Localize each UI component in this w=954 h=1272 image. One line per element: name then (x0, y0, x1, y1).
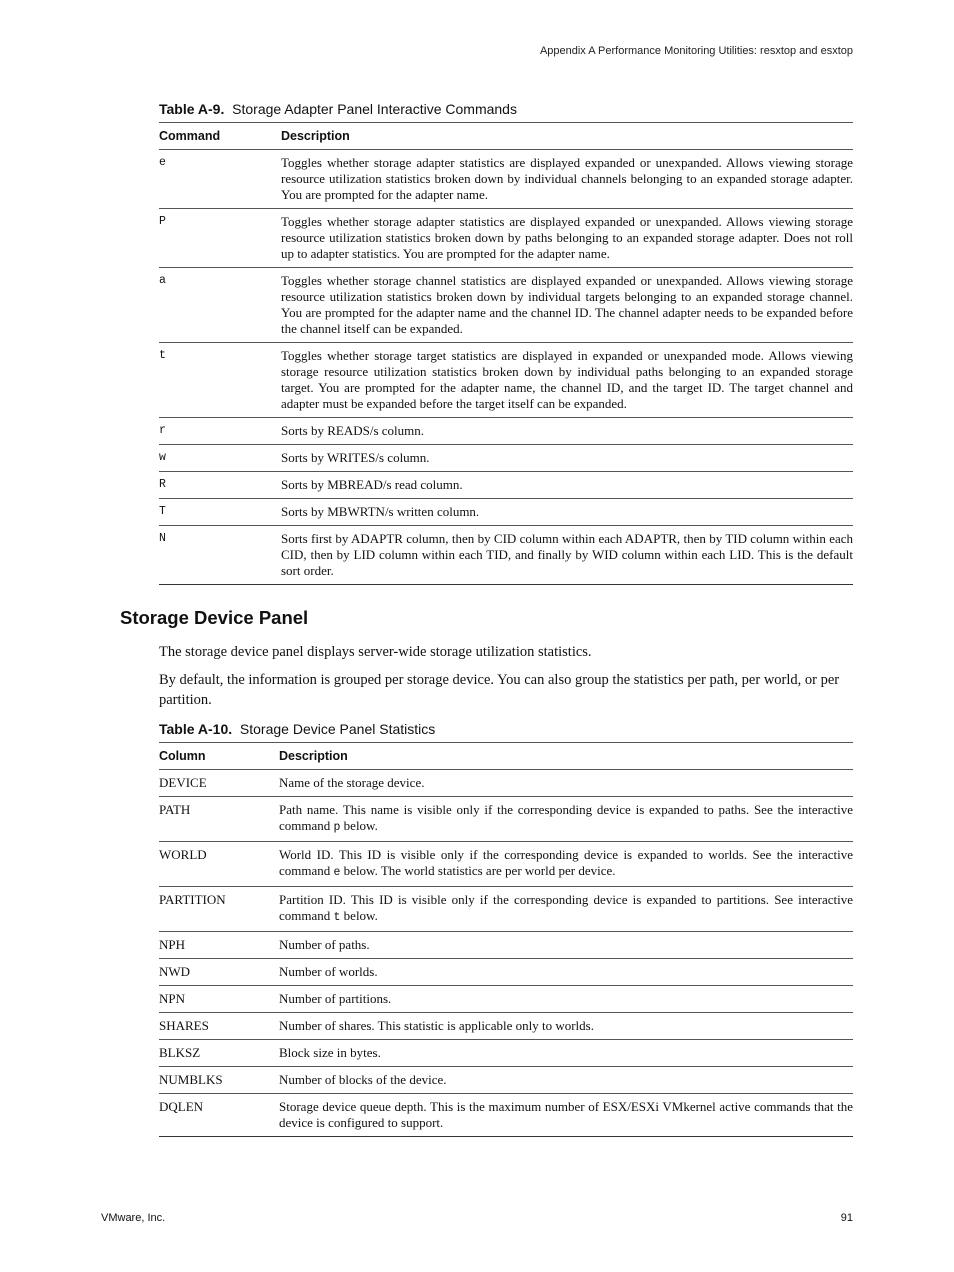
column-name-cell: NWD (159, 959, 279, 986)
table-row (159, 268, 853, 343)
table-a9 (159, 122, 853, 585)
command-cell: P (159, 209, 281, 268)
inline-command-code: p (333, 821, 341, 834)
description-text: Path name. This name is visible only if the corresponding device is expanded to paths. See the interactive command (279, 802, 853, 833)
description-cell: Sorts by READS/s column. (281, 418, 853, 445)
description-cell: Sorts by WRITES/s column. (281, 445, 853, 472)
description-cell: Number of shares. This statistic is applicable only to worlds. (279, 1013, 853, 1040)
description-cell (279, 842, 853, 887)
description-cell: Storage device queue depth. This is the maximum number of ESX/ESXi VMkernel active commands that the device is configured to support. (279, 1094, 853, 1137)
command-cell: r (159, 418, 281, 445)
column-name-cell: NUMBLKS (159, 1067, 279, 1094)
table-row (159, 887, 853, 932)
table-a9-caption (159, 101, 517, 117)
command-cell: a (159, 268, 281, 343)
table-row (159, 1094, 853, 1137)
table-row (159, 526, 853, 585)
column-header-description: Description (281, 123, 853, 150)
description-text: Partition ID. This ID is visible only if the corresponding device is expanded to partitions. See interactive command (279, 892, 853, 923)
table-row (159, 343, 853, 418)
table-row (159, 499, 853, 526)
description-cell (279, 887, 853, 932)
table-a10-body (159, 770, 853, 1137)
section-paragraph-1: The storage device panel displays server-wide storage utilization statistics. (159, 644, 592, 660)
table-a10-caption (159, 721, 435, 737)
command-cell: R (159, 472, 281, 499)
section-title: Storage Device Panel (120, 607, 309, 628)
table-a10 (159, 742, 853, 1137)
description-text: below. (340, 818, 378, 833)
table-row (159, 418, 853, 445)
description-cell: Block size in bytes. (279, 1040, 853, 1067)
table-row (159, 842, 853, 887)
description-cell: Sorts first by ADAPTR column, then by CID column within each ADAPTR, then by TID column within each CID, then by LID column within each TID, and finally by WID column within each LID. This is the default sort order. (281, 526, 853, 585)
column-name-cell: NPN (159, 986, 279, 1013)
table-row (159, 1067, 853, 1094)
description-text: below. (340, 908, 378, 923)
column-name-cell: BLKSZ (159, 1040, 279, 1067)
command-cell: w (159, 445, 281, 472)
table-row (159, 797, 853, 842)
table-a10-caption-text: Storage Device Panel Statistics (239, 721, 436, 737)
description-cell: Sorts by MBREAD/s read column. (281, 472, 853, 499)
description-cell: Number of partitions. (279, 986, 853, 1013)
table-row (159, 986, 853, 1013)
table-row (159, 445, 853, 472)
column-name-cell: WORLD (159, 842, 279, 887)
command-cell: e (159, 150, 281, 209)
table-row (159, 959, 853, 986)
description-cell: Toggles whether storage channel statistics are displayed expanded or unexpanded. Allows viewing storage resource utilization statistics broken down by individual targets belonging to an expanded storage channel. You are prompted for the adapter name and the channel ID. The channel adapter needs to be expanded before the channel itself can be expanded. (281, 268, 853, 343)
section-paragraph-2: By default, the information is grouped per storage device. You can also group the statistics per path, per world, or per partition. (159, 672, 840, 708)
command-cell: t (159, 343, 281, 418)
command-cell: T (159, 499, 281, 526)
column-header-column: Column (159, 743, 279, 770)
description-cell: Number of paths. (279, 932, 853, 959)
inline-command-code: t (333, 911, 341, 924)
description-cell: Sorts by MBWRTN/s written column. (281, 499, 853, 526)
column-name-cell: NPH (159, 932, 279, 959)
column-name-cell: PATH (159, 797, 279, 842)
column-header-command: Command (159, 123, 281, 150)
table-a9-caption-label: Table A-9. (159, 101, 225, 117)
table-row (159, 150, 853, 209)
table-a9-body (159, 150, 853, 585)
description-cell (279, 797, 853, 842)
page-number: 91 (840, 1212, 853, 1224)
table-a10-header-row (159, 743, 853, 770)
description-cell: Name of the storage device. (279, 770, 853, 797)
column-name-cell: SHARES (159, 1013, 279, 1040)
column-name-cell: DEVICE (159, 770, 279, 797)
description-cell: Toggles whether storage adapter statistics are displayed expanded or unexpanded. Allows viewing storage resource utilization statistics broken down by paths belonging to an expanded storage adapter. Does not roll up to adapter statistics. You are prompted for the adapter name. (281, 209, 853, 268)
description-cell: Toggles whether storage adapter statistics are displayed expanded or unexpanded. Allows viewing storage resource utilization statistics broken down by individual channels belonging to an expanded storage adapter. You are prompted for the adapter name. (281, 150, 853, 209)
description-text: World ID. This ID is visible only if the corresponding device is expanded to worlds. See the interactive command (279, 847, 853, 878)
table-row (159, 1013, 853, 1040)
description-cell: Number of worlds. (279, 959, 853, 986)
description-cell: Toggles whether storage target statistics are displayed in expanded or unexpanded mode. Allows viewing storage resource utilization statistics broken down by individual paths belonging to an expanded storage target. You are prompted for the adapter name, the channel ID, and the target ID. The target channel and adapter must be expanded before the target itself can be expanded. (281, 343, 853, 418)
table-row (159, 932, 853, 959)
table-a10-caption-label: Table A-10. (159, 721, 233, 737)
column-name-cell: DQLEN (159, 1094, 279, 1137)
footer-company: VMware, Inc. (101, 1212, 166, 1224)
table-row (159, 1040, 853, 1067)
table-row (159, 209, 853, 268)
description-text: below. The world statistics are per world per device. (340, 863, 616, 878)
description-cell: Number of blocks of the device. (279, 1067, 853, 1094)
table-row (159, 770, 853, 797)
column-name-cell: PARTITION (159, 887, 279, 932)
column-header-description: Description (279, 743, 853, 770)
table-a9-caption-text: Storage Adapter Panel Interactive Commands (232, 101, 517, 117)
table-row (159, 472, 853, 499)
command-cell: N (159, 526, 281, 585)
inline-command-code: e (333, 866, 341, 879)
table-a9-header-row (159, 123, 853, 150)
running-header: Appendix A Performance Monitoring Utilities: resxtop and esxtop (539, 45, 853, 57)
